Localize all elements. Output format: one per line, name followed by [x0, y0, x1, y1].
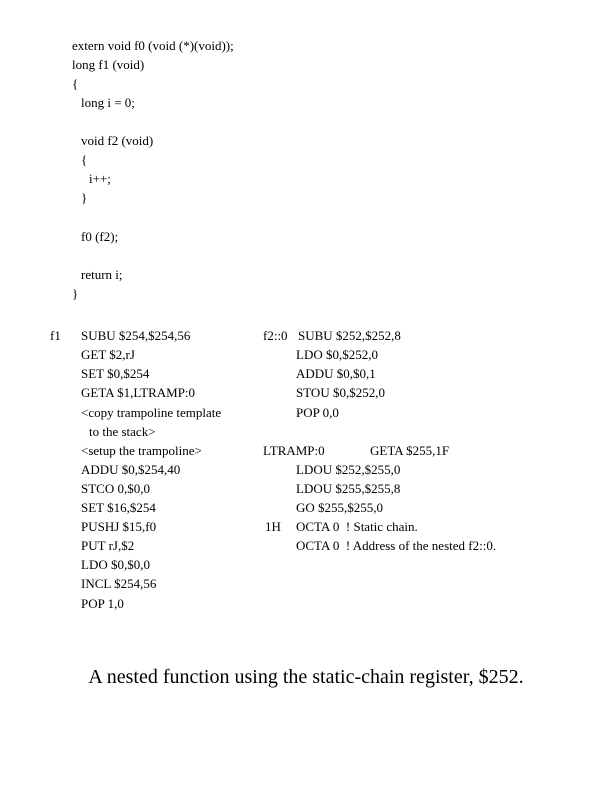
code-line: void f2 (void)	[81, 133, 154, 148]
asm-line: INCL $254,56	[81, 576, 157, 591]
asm-line: SET $16,$254	[81, 500, 156, 515]
asm-line: GET $2,rJ	[81, 347, 135, 362]
code-line: i++;	[89, 171, 111, 186]
asm-line: LDO $0,$0,0	[81, 557, 150, 572]
asm-line: ADDU $0,$254,40	[81, 462, 181, 477]
asm-line: PUSHJ $15,f0	[81, 519, 157, 534]
asm-line: OCTA 0 ! Address of the nested f2::0.	[296, 538, 497, 553]
asm-line: LDOU $255,$255,8	[296, 481, 401, 496]
asm-line: GETA $1,LTRAMP:0	[81, 385, 196, 400]
code-line: }	[72, 286, 79, 301]
asm-line: LDOU $252,$255,0	[296, 462, 401, 477]
code-line: {	[81, 152, 88, 167]
asm-line: SUBU $252,$252,8	[298, 328, 401, 343]
asm-line: GETA $255,1F	[370, 443, 450, 458]
code-line: long i = 0;	[81, 95, 135, 110]
asm-line: SET $0,$254	[81, 366, 150, 381]
asm-line: STOU $0,$252,0	[296, 385, 385, 400]
code-line: return i;	[81, 267, 123, 282]
asm-line: LDO $0,$252,0	[296, 347, 378, 362]
asm-line: SUBU $254,$254,56	[81, 328, 191, 343]
asm-line: POP 1,0	[81, 596, 124, 611]
asm-line: to the stack>	[89, 424, 156, 439]
asm-label: LTRAMP:0	[263, 443, 325, 458]
asm-line: OCTA 0 ! Static chain.	[296, 519, 418, 534]
asm-line: STCO 0,$0,0	[81, 481, 150, 496]
code-line: f0 (f2);	[81, 229, 119, 244]
code-line: extern void f0 (void (*)(void));	[72, 38, 234, 53]
asm-label: f1	[50, 328, 61, 343]
code-line: }	[81, 190, 88, 205]
asm-line: <copy trampoline template	[81, 405, 222, 420]
asm-label: f2::0	[263, 328, 288, 343]
asm-line: POP 0,0	[296, 405, 339, 420]
asm-line: ADDU $0,$0,1	[296, 366, 376, 381]
asm-line: <setup the trampoline>	[81, 443, 202, 458]
asm-label: 1H	[265, 519, 281, 534]
figure-caption: A nested function using the static-chain register, $252.	[88, 666, 524, 688]
asm-line: PUT rJ,$2	[81, 538, 135, 553]
code-line: long f1 (void)	[72, 57, 145, 72]
code-line: {	[72, 76, 79, 91]
asm-line: GO $255,$255,0	[296, 500, 384, 515]
